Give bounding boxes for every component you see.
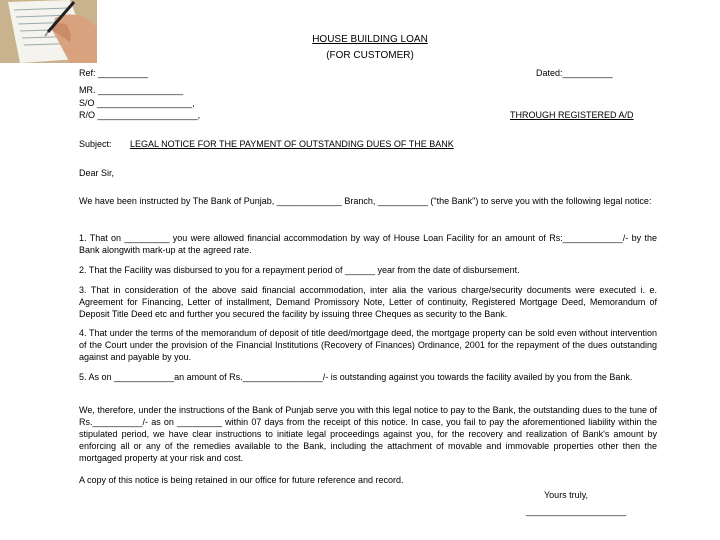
recipient-name-line: MR. _________________ xyxy=(79,85,184,95)
paragraph-4: 4. That under the terms of the memorandum of deposit of title deed/mortgage deed, the mortgage property can be sold even without intervention of the Court under the provision of the Financial Institutions (Recovery of Finances) Ordinance, 2001 for the repayment of the dues outstanding against and payable by you. xyxy=(79,328,657,362)
document-subtitle: (FOR CUSTOMER) xyxy=(326,50,414,61)
signature-line: ____________________ xyxy=(526,506,627,516)
paragraph-2: 2. That the Facility was disbursed to you for a repayment period of ______ year from the date of disbursement. xyxy=(79,265,520,275)
paragraph-7: A copy of this notice is being retained in our office for future reference and record. xyxy=(79,475,404,485)
intro-paragraph: We have been instructed by The Bank of Punjab, _____________ Branch, __________ ("the Bank") to serve you with the following legal notice: xyxy=(79,196,652,206)
dated-line: Dated:__________ xyxy=(536,68,613,78)
son-of-line: S/O ___________________, xyxy=(79,98,195,108)
ref-line: Ref: __________ xyxy=(79,68,149,78)
subject-label: Subject: xyxy=(79,139,112,149)
document-title: HOUSE BUILDING LOAN xyxy=(312,34,428,45)
paragraph-1: 1. That on _________ you were allowed financial accommodation by way of House Loan Facility for an amount of Rs:____________/- by the Bank alongwith mark-up at the agreed rate. xyxy=(79,233,657,255)
salutation: Dear Sir, xyxy=(79,168,115,178)
resident-of-line: R/O ____________________, xyxy=(79,110,201,120)
closing: Yours truly, xyxy=(544,490,589,500)
paragraph-6: We, therefore, under the instructions of the Bank of Punjab serve you with this legal notice to pay to the Bank, the outstanding dues to the tune of Rs.__________/- as on _________ within 07 days from the receipt of this notice. In case, you fail to pay the aforementioned liability within the stipulated period, we have clear instructions to initiate legal proceedings against you, for the recovery and realization of Bank's amount by enforcing all or any of the remedies available to the Bank, including the attachment of movable and immovable properties other then the mortgaged property at your risk and cost. xyxy=(79,405,657,463)
paragraph-3: 3. That in consideration of the above said financial accommodation, inter alia the various charge/security documents were executed i. e. Agreement for Financing, Letter of installment, Demand Promissory Note, Letter of continuity, Registered Mortgage Deed, Memorandum of Deposit Title Deed etc and further you secured the facility by issuing three Cheques as security to the Bank. xyxy=(79,285,657,319)
delivery-method: THROUGH REGISTERED A/D xyxy=(510,110,634,120)
subject-text: LEGAL NOTICE FOR THE PAYMENT OF OUTSTANDING DUES OF THE BANK xyxy=(130,139,454,149)
paragraph-5: 5. As on ____________an amount of Rs.________________/- is outstanding against you towards the facility availed by you from the Bank. xyxy=(79,372,633,382)
